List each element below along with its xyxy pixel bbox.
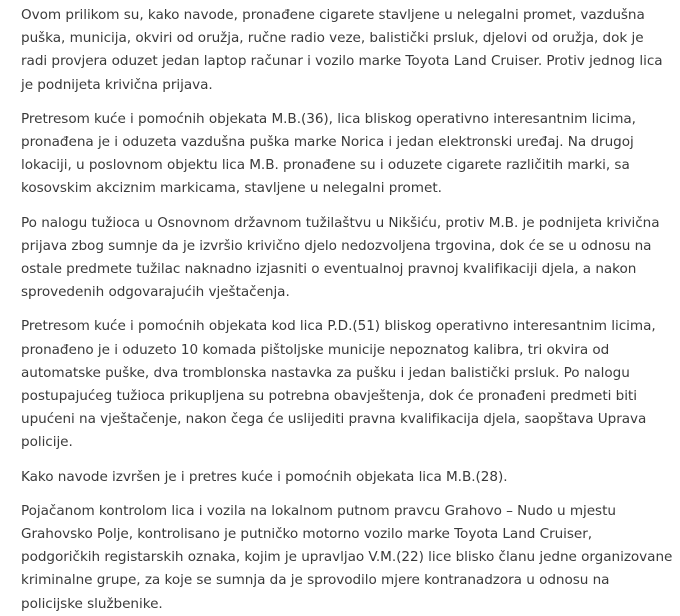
article-paragraph: Kako navode izvršen je i pretres kuće i pomoćnih objekata lica M.B.(28). [21, 468, 508, 485]
article-paragraph: Po nalogu tužioca u Osnovnom državnom tužilaštvu u Nikšiću, protiv M.B. je podnijeta krivična prijava zbog sumnje da je izvršio krivično djelo nedozvoljena trgovina, dok će se u odnosu na ostale predmete tužilac naknadno izjasniti o eventualnoj pravnoj kvalifikaciji djela, a nakon sprovedenih odgovarajućih vještačenja. [21, 214, 660, 301]
article-paragraph: Pretresom kuće i pomoćnih objekata kod lica P.D.(51) bliskog operativno interesantnim licima, pronađeno je i oduzeto 10 komada pištoljske municije nepoznatog kalibra, tri okvira od automatske puške, dva tromblonska nastavka za pušku i jedan balistički prsluk. Po nalogu postupajućeg tužioca prikupljena su potrebna obavještenja, dok će pronađeni predmeti biti upućeni na vještačenje, nakon čega će uslijediti pravna kvalifikacija djela, saopštava Uprava policije. [21, 318, 656, 451]
article-body [21, 4, 673, 616]
article-paragraph: Pojačanom kontrolom lica i vozila na lokalnom putnom pravcu Grahovo – Nudo u mjestu Grahovsko Polje, kontrolisano je putničko motorno vozilo marke Toyota Land Cruiser, podgoričkih registarskih oznaka, kojim je upravljao V.M.(22) lice blisko članu jedne organizovane kriminalne grupe, za koje se sumnja da je sprovodilo mjere kontranadzora u odnosu na policijske službenike. [21, 502, 673, 612]
article-paragraph: Ovom prilikom su, kako navode, pronađene cigarete stavljene u nelegalni promet, vazdušna puška, municija, okviri od oružja, ručne radio veze, balistički prsluk, djelovi od oružja, dok je radi provjera oduzet jedan laptop računar i vozilo marke Toyota Land Cruiser. Protiv jednog lica je podnijeta krivična prijava. [21, 7, 663, 93]
article-paragraph: Pretresom kuće i pomoćnih objekata M.B.(36), lica bliskog operativno interesantnim licima, pronađena je i oduzeta vazdušna puška marke Norica i jedan elektronski uređaj. Na drugoj lokaciji, u poslovnom objektu lica M.B. pronađene su i oduzete cigarete različitih marki, sa kosovskim akciznim markicama, stavljene u nelegalni promet. [21, 110, 636, 197]
